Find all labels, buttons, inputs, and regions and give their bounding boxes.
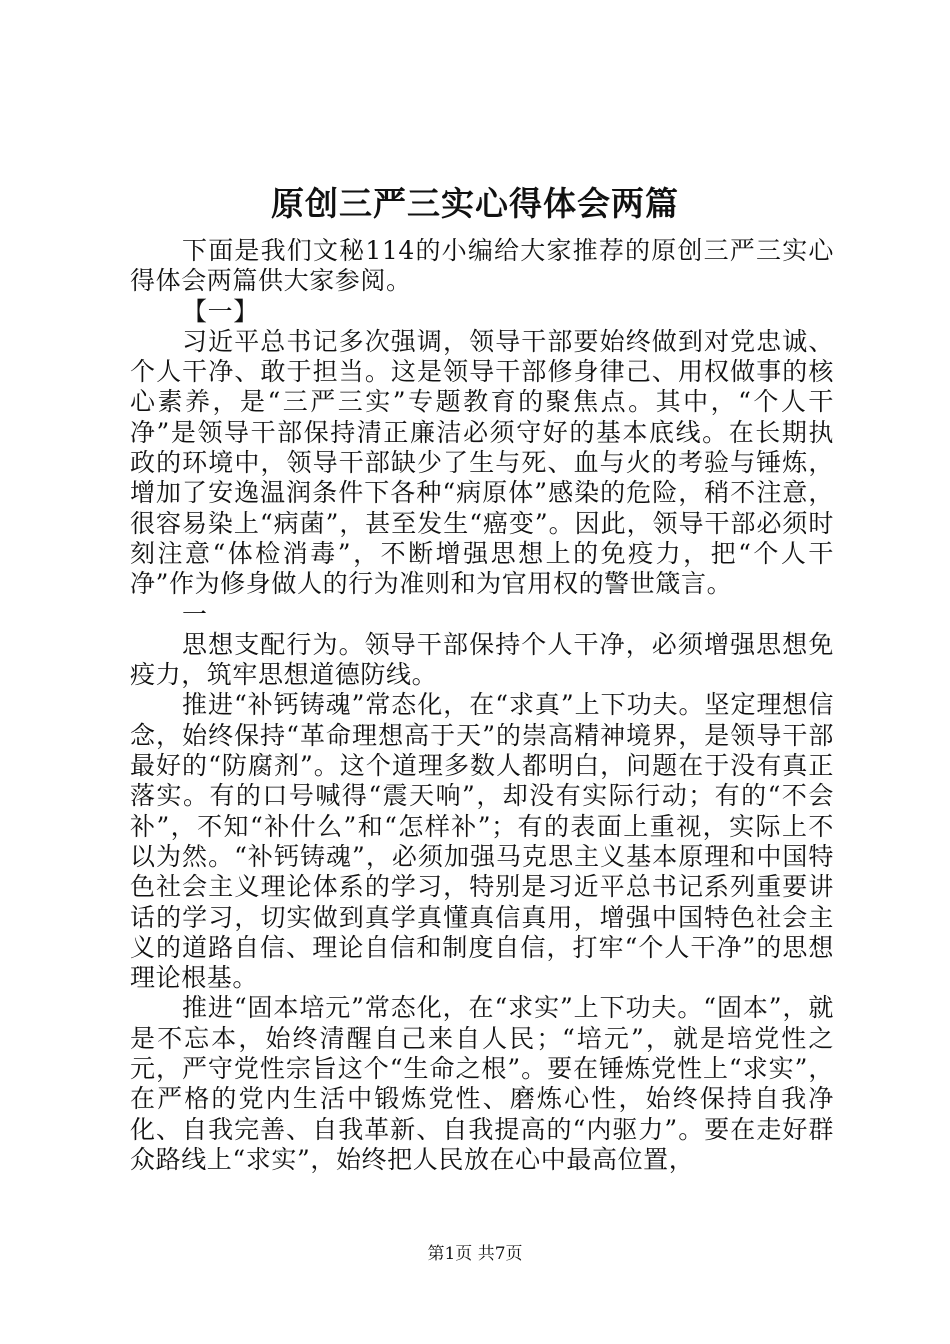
document-title: 原创三严三实心得体会两篇 — [271, 184, 679, 223]
body-paragraph: 思想支配行为。领导干部保持个人干净，必须增强思想免疫力，筑牢思想道德防线。 — [130, 629, 834, 690]
intro-paragraph: 下面是我们文秘114的小编给大家推荐的原创三严三实心得体会两篇供大家参阅。 — [130, 236, 834, 296]
body-paragraph: 习近平总书记多次强调，领导干部要始终做到对党忠诚、个人干净、敢于担当。这是领导干部修身律己、用权做事的核心素养，是“三严三实”专题教育的聚焦点。其中，“个人干净”是领导干部保持清正廉洁必须守好的基本底线。在长期执政的环境中，领导干部缺少了生与死、血与火的考验与锤炼，增加了安逸温润条件下各种“病原体”感染的危险，稍不注意，很容易染上“病菌”，甚至发生“癌变”。因此，领导干部必须时刻注意“体检消毒”，不断增强思想上的免疫力，把“个人干净”作为修身做人的行为准则和为官用权的警世箴言。 — [130, 326, 834, 599]
body-paragraph: 推进“固本培元”常态化，在“求实”上下功夫。“固本”，就是不忘本，始终清醒自己来自人民；“培元”，就是培党性之元，严守党性宗旨这个“生命之根”。要在锤炼党性上“求实”，在严格的党内生活中锻炼党性、磨炼心性，始终保持自我净化、自我完善、自我革新、自我提高的“内驱力”。要在走好群众路线上“求实”，始终把人民放在心中最高位置， — [130, 993, 834, 1174]
section-heading-one: 【一】 — [182, 296, 259, 326]
body-paragraph: 推进“补钙铸魂”常态化，在“求真”上下功夫。坚定理想信念，始终保持“革命理想高于天”的崇高精神境界，是领导干部最好的“防腐剂”。这个道理多数人都明白，问题在于没有真正落实。有的口号喊得“震天响”，却没有实际行动；有的“不会补”，不知“补什么”和“怎样补”；有的表面上重视，实际上不以为然。“补钙铸魂”，必须加强马克思主义基本原理和中国特色社会主义理论体系的学习，特别是习近平总书记系列重要讲话的学习，切实做到真学真懂真信真用，增强中国特色社会主义的道路自信、理论自信和制度自信，打牢“个人干净”的思想理论根基。 — [130, 690, 834, 993]
subsection-marker: 一 — [182, 599, 208, 629]
document-body — [130, 236, 834, 1175]
page-number-footer: 第1页 共7页 — [427, 1244, 523, 1264]
